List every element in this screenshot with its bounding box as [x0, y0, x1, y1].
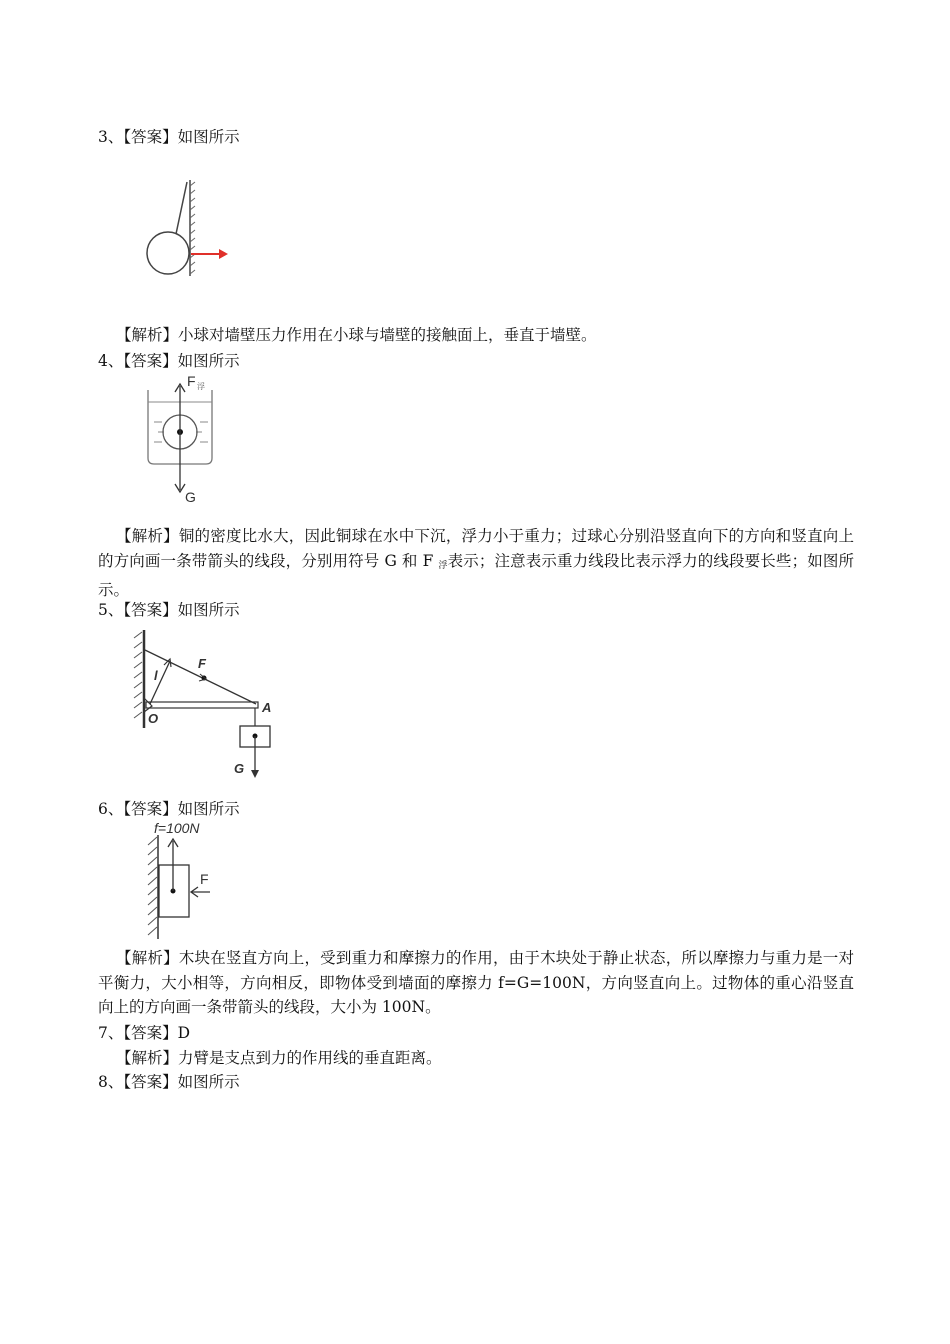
q5-answer-line: 5、【答案】如图所示 [98, 601, 240, 619]
q3-answer-line: 3、【答案】如图所示 [98, 128, 240, 146]
q5-lever-figure [130, 628, 280, 780]
q5-fulcrum-label: O [148, 711, 159, 726]
q4-buoyancy-figure [140, 372, 250, 508]
q5-gravity-label: G [234, 761, 245, 776]
q7-analysis: 【解析】力臂是支点到力的作用线的垂直距离。 [116, 1049, 442, 1067]
q4-analysis-part1: 【解析】铜的密度比水大，因此铜球在水中下沉，浮力小于重力；过球心分别沿竖直向下的方向和竖直向上的方向画一条带箭头的线段，分别用符号 G 和 F [98, 527, 854, 570]
q6-force-label: F [200, 871, 209, 887]
q6-block-wall-figure [140, 817, 240, 941]
q6-answer-line: 6、【答案】如图所示 [98, 800, 240, 818]
q4-analysis-part2: 表示；注意表示重力线段比表示浮力的线段要长些；如图所示。 [98, 551, 854, 599]
q3-analysis: 【解析】小球对墙壁压力作用在小球与墙壁的接触面上，垂直于墙壁。 [116, 326, 597, 344]
q6-analysis: 【解析】木块在竖直方向上，受到重力和摩擦力的作用，由于木块处于静止状态，所以摩擦力与重力是一对平衡力，大小相等，方向相反，即物体受到墙面的摩擦力 f=G=100N，方向竖直向上。过物体的重心沿竖直向上的方向画一条带箭头的线段，大小为 100N。 [98, 949, 854, 1016]
q4-analysis [98, 524, 854, 603]
q4-float-sub: 浮 [197, 382, 205, 391]
q4-answer-line: 4、【答案】如图所示 [98, 352, 240, 370]
q5-arm-label: l [154, 668, 158, 683]
q4-analysis-sub: 浮 [438, 560, 448, 571]
q7-answer-line: 7、【答案】D [98, 1024, 191, 1042]
q4-float-label: F [187, 373, 196, 389]
q8-answer-line: 8、【答案】如图所示 [98, 1073, 240, 1091]
q6-friction-label: f=100N [154, 820, 200, 836]
q5-point-a-label: A [262, 700, 272, 715]
q4-gravity-label: G [185, 489, 196, 505]
q5-force-label: F [198, 656, 206, 671]
q3-ball-wall-figure [140, 178, 240, 278]
